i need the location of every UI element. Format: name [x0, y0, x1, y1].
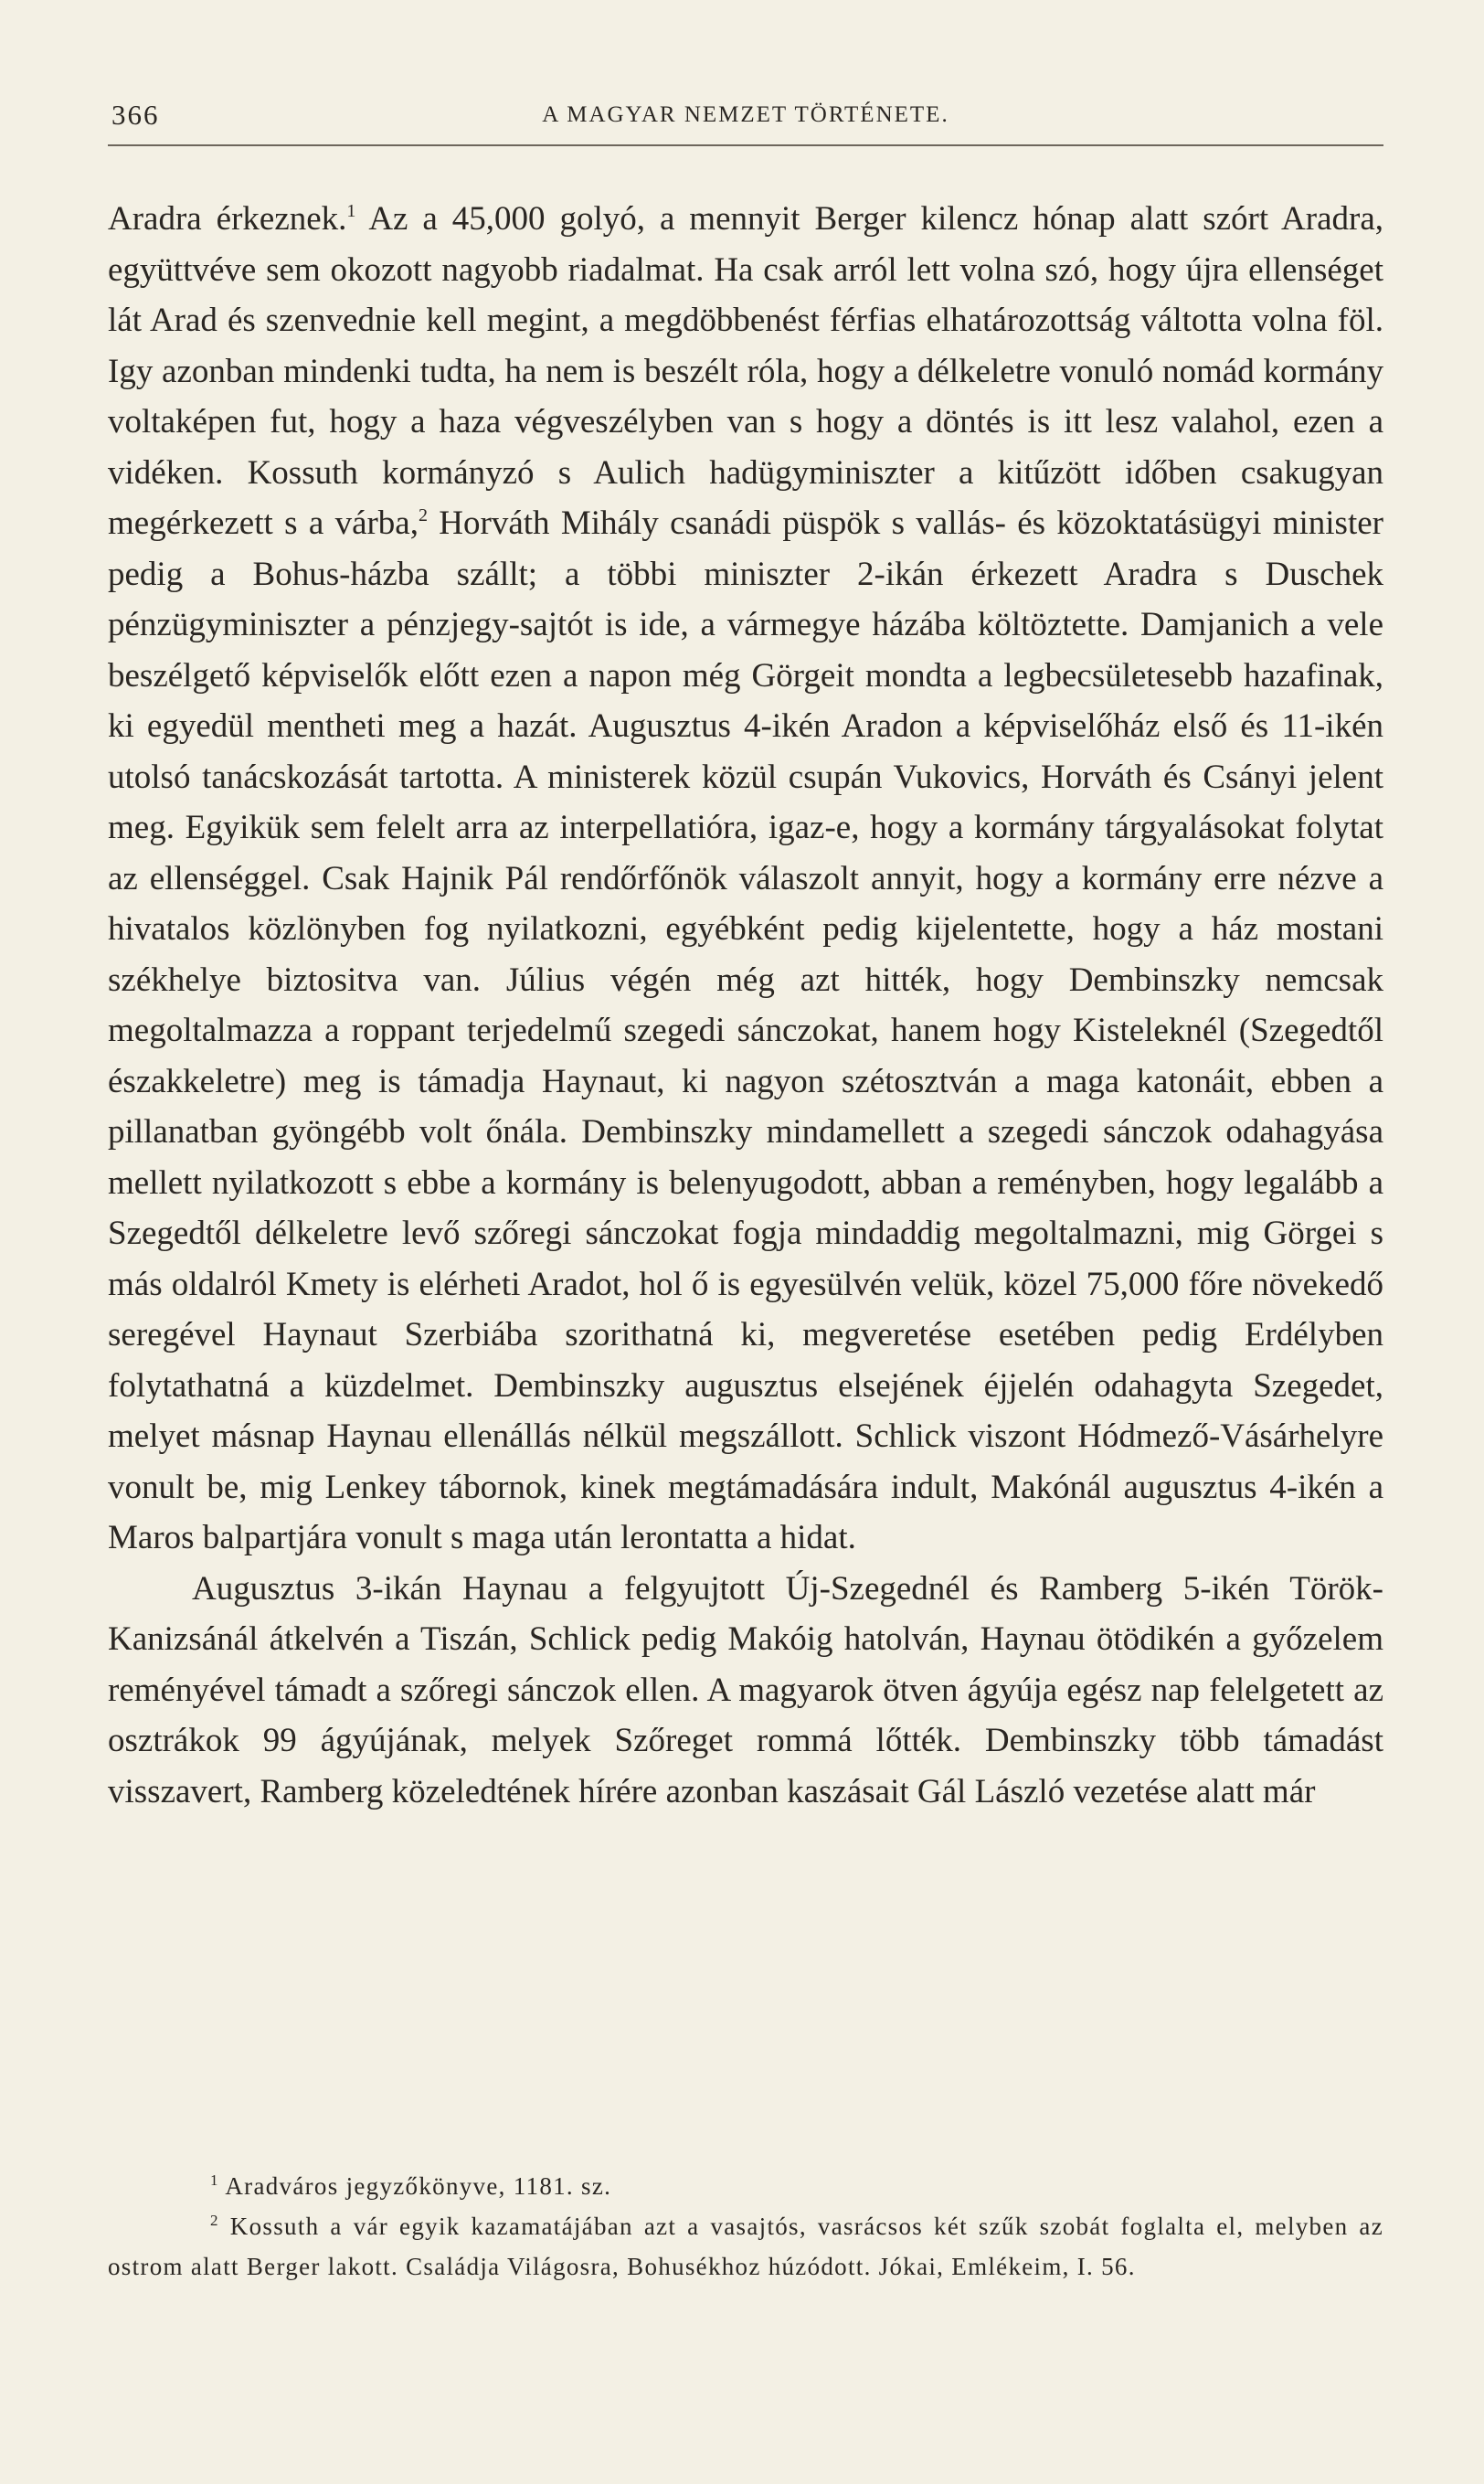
text-run: Aradra érkeznek. — [108, 200, 347, 238]
text-run: Horváth Mihály csanádi püspök s vallás- és közoktatásügyi minister pedig a Bohus-házba szállt; a többi miniszter 2-ikán érkezett Aradra s Duschek pénzügyminiszter a pénzjegy-sajtót is ide, a vármegye házába költöztette. Damjanich a vele beszélgető képviselők előtt ezen a napon még Görgeit mondta a legbecsületesebb hazafinak, ki egyedül mentheti meg a hazát. Augusztus 4-ikén Aradon a képviselőház első és 11-ikén utolsó tanácskozását tartotta. A ministerek közül csupán Vukovics, Horváth és Csányi jelent meg. Egyikük sem felelt arra az interpellatióra, igaz-e, hogy a kormány tárgyalásokat folytat az ellenséggel. Csak Hajnik Pál rendőrfőnök válaszolt annyit, hogy a kormány erre nézve a hivatalos közlönyben fog nyilatkozni, egyébként pedig kijelentette, hogy a ház mostani székhelye biztositva van. Július végén még azt hitték, hogy Dembinszky nemcsak megoltalmazza a roppant terjedelmű szegedi sánczokat, hanem hogy Kisteleknél (Szegedtől északkeletre) meg is támadja Haynaut, ki nagyon szétosztván a maga katonáit, ebben a pillanatban gyöngébb volt őnála. Dembinszky mindamellett a szegedi sánczok odahagyása mellett nyilatkozott s ebbe a kormány is belenyugodott, abban a reményben, hogy legalább a Szegedtől délkeletre levő szőregi sánczokat fogja mindaddig megoltalmazni, mig Görgei s más oldalról Kmety is elérheti Aradot, hol ő is egyesülvén velük, közel 75,000 főre növekedő seregével Haynaut Szerbiába szorithatná ki, megveretése esetében pedig Erdélyben folytathatná a küzdelmet. Dembinszky augusztus elsejének éjjelén odahagyta Szegedet, melyet másnap Haynau ellenállás nélkül megszállott. Schlick viszont Hódmező-Vásárhelyre vonult be, mig Lenkey tábornok, kinek megtámadására indult, Makónál augusztus 4-ikén a Maros balpartjára vonult s maga után lerontatta a hidat. — [108, 504, 1383, 1556]
footnote-text: Aradváros jegyzőkönyve, 1181. sz. — [218, 2172, 612, 2200]
footnotes — [108, 2166, 1383, 2287]
footnote-marker: 2 — [210, 2212, 219, 2229]
footnote-marker: 1 — [210, 2171, 219, 2189]
footnote-text: Kossuth a vár egyik kazamatájában azt a vasajtós, vasrácsos két szűk szobát foglalta el, melyben az ostrom alatt Berger lakott. Családja Világosra, Bohusékhoz húzódott. Jókai, Emlékeim, I. 56. — [108, 2213, 1383, 2280]
footnote — [108, 2206, 1383, 2287]
paragraph — [108, 1564, 1383, 1818]
text-run: Az a 45,000 golyó, a mennyit Berger kilencz hónap alatt szórt Aradra, együttvéve sem okozott nagyobb riadalmat. Ha csak arról lett volna szó, hogy újra ellenséget lát Arad és szenvednie kell megint, a megdöbbenést férfias elhatározottság váltotta volna föl. Igy azonban mindenki tudta, ha nem is beszélt róla, hogy a délkeletre vonuló nomád kormány voltaképen fut, hogy a haza végveszélyben van s hogy a döntés is itt lesz valahol, ezen a vidéken. Kossuth kormányzó s Aulich hadügyminiszter a kitűzött időben csakugyan megérkezett s a várba, — [108, 200, 1384, 542]
footnote-ref: 2 — [418, 505, 428, 525]
footnote — [108, 2166, 1383, 2206]
page-number: 366 — [111, 99, 160, 131]
footnote-ref: 1 — [346, 201, 356, 221]
main-text — [108, 194, 1383, 1817]
paragraph — [108, 194, 1383, 1564]
running-title: A MAGYAR NEMZET TÖRTÉNETE. — [542, 102, 949, 127]
page-header — [108, 90, 1383, 146]
text-run: Augusztus 3-ikán Haynau a felgyujtott Új-Szegednél és Ramberg 5-ikén Török-Kanizsánál átkelvén a Tiszán, Schlick pedig Makóig hatolván, Haynau ötödikén a győzelem reményével támadt a szőregi sánczok ellen. A magyarok ötven ágyúja egész nap felelgetett az osztrákok 99 ágyújának, melyek Szőreget rommá lőtték. Dembinszky több támadást visszavert, Ramberg közeledtének hírére azonban kaszásait Gál László vezetése alatt már — [108, 1569, 1383, 1810]
